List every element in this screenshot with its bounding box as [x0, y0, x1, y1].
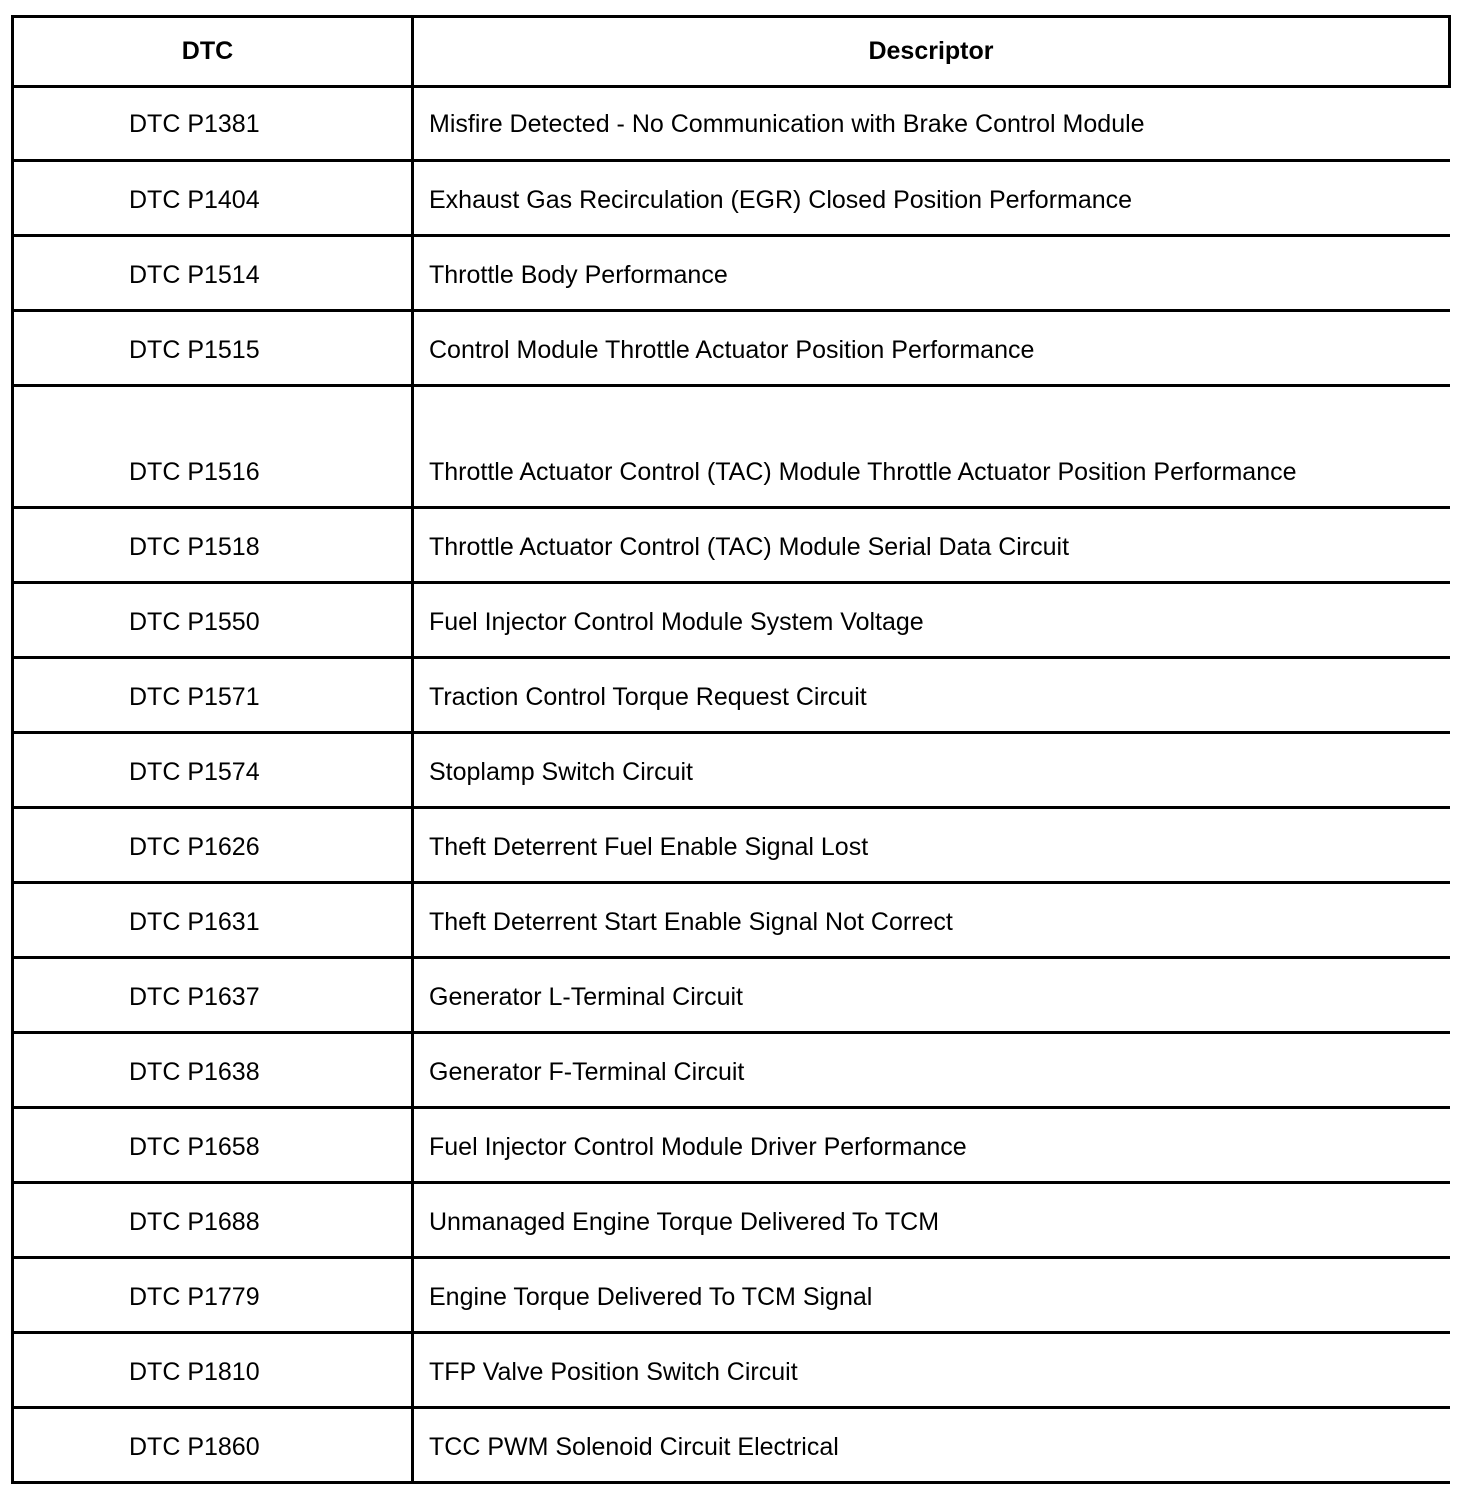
descriptor-cell: Theft Deterrent Start Enable Signal Not Correct [413, 883, 1450, 958]
dtc-code-cell: DTC P1658 [13, 1108, 413, 1183]
table-body [13, 87, 1450, 1483]
table-row [13, 1408, 1450, 1483]
table-row [13, 808, 1450, 883]
descriptor-cell: TCC PWM Solenoid Circuit Electrical [413, 1408, 1450, 1483]
descriptor-cell: Generator F-Terminal Circuit [413, 1033, 1450, 1108]
table-row [13, 87, 1450, 161]
table-row [13, 1108, 1450, 1183]
dtc-code-cell: DTC P1514 [13, 236, 413, 311]
dtc-code-cell: DTC P1631 [13, 883, 413, 958]
descriptor-cell: Traction Control Torque Request Circuit [413, 658, 1450, 733]
table-row [13, 583, 1450, 658]
dtc-code-cell: DTC P1550 [13, 583, 413, 658]
descriptor-cell: Fuel Injector Control Module System Voltage [413, 583, 1450, 658]
header-row [13, 17, 1450, 87]
descriptor-cell: Generator L-Terminal Circuit [413, 958, 1450, 1033]
dtc-code-cell: DTC P1810 [13, 1333, 413, 1408]
descriptor-cell: Unmanaged Engine Torque Delivered To TCM [413, 1183, 1450, 1258]
dtc-code-cell: DTC P1626 [13, 808, 413, 883]
table-row [13, 658, 1450, 733]
table-row [13, 883, 1450, 958]
table-row [13, 508, 1450, 583]
descriptor-cell: Throttle Actuator Control (TAC) Module Throttle Actuator Position Performance [413, 386, 1450, 508]
descriptor-cell: Theft Deterrent Fuel Enable Signal Lost [413, 808, 1450, 883]
table-row [13, 1333, 1450, 1408]
descriptor-cell: Exhaust Gas Recirculation (EGR) Closed Position Performance [413, 161, 1450, 236]
dtc-code-cell: DTC P1404 [13, 161, 413, 236]
descriptor-cell: Throttle Body Performance [413, 236, 1450, 311]
table-header [13, 17, 1450, 87]
table-row [13, 386, 1450, 508]
table-row [13, 161, 1450, 236]
descriptor-cell: TFP Valve Position Switch Circuit [413, 1333, 1450, 1408]
descriptor-cell: Control Module Throttle Actuator Position Performance [413, 311, 1450, 386]
descriptor-cell: Throttle Actuator Control (TAC) Module Serial Data Circuit [413, 508, 1450, 583]
dtc-code-cell: DTC P1688 [13, 1183, 413, 1258]
table-row [13, 958, 1450, 1033]
table-row [13, 1033, 1450, 1108]
dtc-table [11, 15, 1451, 1484]
descriptor-cell: Stoplamp Switch Circuit [413, 733, 1450, 808]
descriptor-cell: Engine Torque Delivered To TCM Signal [413, 1258, 1450, 1333]
dtc-code-cell: DTC P1637 [13, 958, 413, 1033]
dtc-code-cell: DTC P1515 [13, 311, 413, 386]
dtc-code-cell: DTC P1381 [13, 87, 413, 161]
descriptor-cell: Fuel Injector Control Module Driver Performance [413, 1108, 1450, 1183]
dtc-code-cell: DTC P1516 [13, 386, 413, 508]
dtc-code-cell: DTC P1860 [129, 1433, 260, 1461]
table-row [13, 733, 1450, 808]
table-row [13, 311, 1450, 386]
table-row [13, 236, 1450, 311]
table-row [13, 1183, 1450, 1258]
column-header-descriptor: Descriptor [413, 17, 1450, 87]
dtc-code-cell: DTC P1779 [13, 1258, 413, 1333]
dtc-code-cell: DTC P1518 [13, 508, 413, 583]
descriptor-cell: Misfire Detected - No Communication with Brake Control Module [413, 87, 1450, 161]
column-header-dtc: DTC [13, 17, 413, 87]
table-row [13, 1258, 1450, 1333]
dtc-code-cell: DTC P1571 [13, 658, 413, 733]
dtc-code-cell: DTC P1574 [13, 733, 413, 808]
dtc-code-cell: DTC P1638 [13, 1033, 413, 1108]
